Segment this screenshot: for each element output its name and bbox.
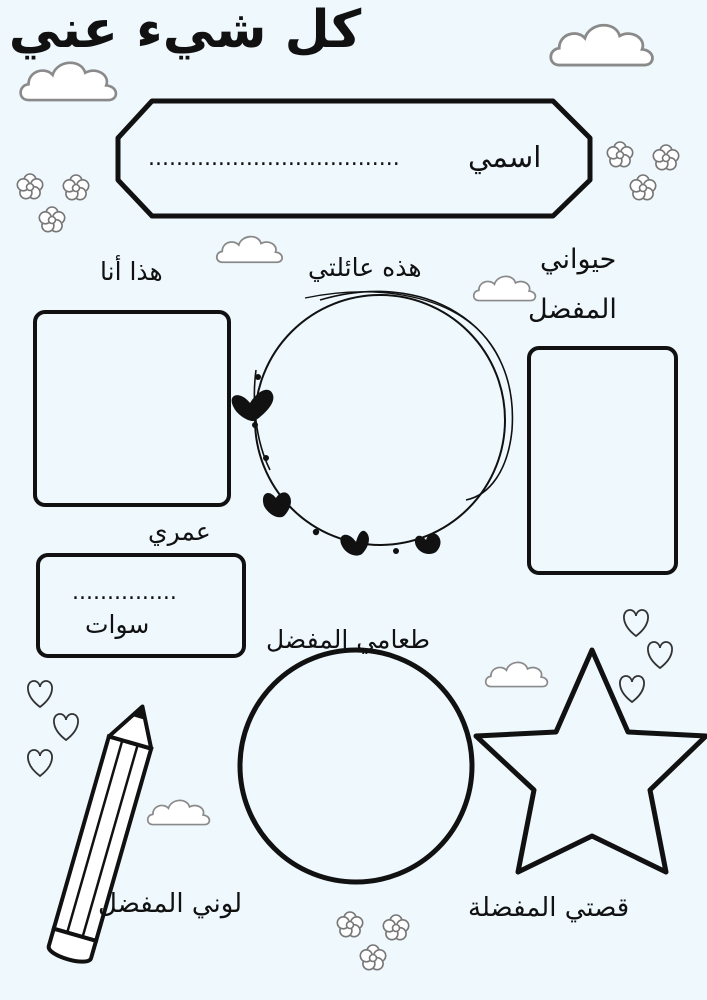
food-circle	[240, 650, 472, 882]
color-label: لوني المفضل	[98, 889, 243, 919]
age-unit: سوات	[85, 610, 150, 639]
cloud-icon	[148, 800, 210, 824]
heart-icon	[620, 676, 644, 702]
age-dots: ...............	[72, 580, 177, 605]
heart-icon	[648, 642, 672, 668]
pet-label-line2: المفضل	[528, 294, 617, 325]
me-photo-box	[33, 310, 231, 507]
flower-icon	[63, 175, 88, 200]
heart-icon	[28, 681, 52, 707]
family-wreath	[232, 291, 513, 555]
heart-icon	[54, 714, 78, 740]
cloud-icon	[486, 662, 548, 686]
me-label: هذا أنا	[100, 257, 163, 286]
page-title: كل شيء عني	[8, 0, 362, 60]
flower-icon	[39, 207, 64, 232]
age-label: عمري	[148, 517, 211, 546]
pet-photo-box	[527, 346, 678, 575]
cloud-icon	[217, 237, 282, 263]
flower-icon	[607, 142, 632, 167]
cloud-icon	[21, 63, 116, 100]
family-label: هذه عائلتي	[308, 253, 422, 282]
story-label: قصتي المفضلة	[468, 893, 630, 923]
age-box	[36, 553, 246, 658]
cloud-icon	[551, 25, 653, 65]
flower-icon	[17, 174, 42, 199]
pencil-illustration	[47, 700, 162, 965]
flower-icon	[383, 915, 408, 940]
flower-icon	[630, 175, 655, 200]
name-label: اسمي	[468, 140, 542, 174]
pet-label-line1: حيواني	[540, 244, 617, 275]
food-label: طعامي المفضل	[266, 625, 431, 654]
name-dots: ....................................	[148, 146, 400, 171]
heart-icon	[28, 750, 52, 776]
flower-icon	[653, 145, 678, 170]
heart-icon	[624, 610, 648, 636]
flower-icon	[337, 912, 362, 937]
flower-icon	[360, 945, 385, 970]
cloud-icon	[474, 276, 536, 300]
